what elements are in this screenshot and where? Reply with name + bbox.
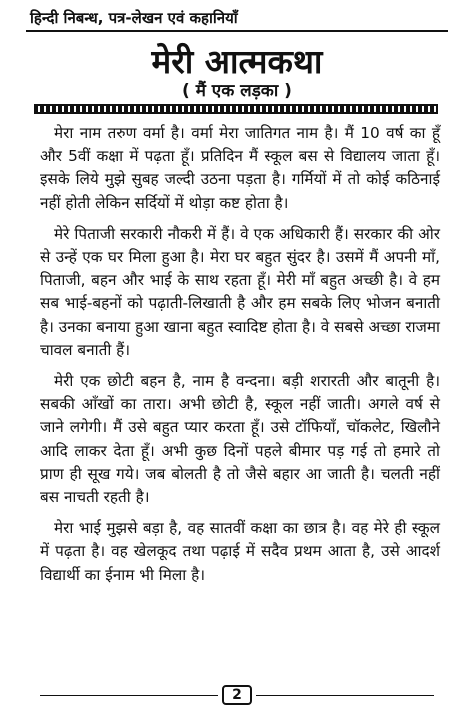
page-number: 2 xyxy=(222,685,252,705)
page-subtitle: ( मैं एक लड़का ) xyxy=(182,81,292,101)
article-body xyxy=(40,122,440,595)
page-title: मेरी आत्मकथा xyxy=(151,42,323,81)
footer-rule-right xyxy=(256,695,434,696)
header-rule xyxy=(26,30,448,32)
paragraph: मेरे पिताजी सरकारी नौकरी में हैं। वे एक अधिकारी हैं। सरकार की ओर से उन्हें एक घर मिला हुआ है। मेरा घर बहुत सुंदर है। उसमें मैं अपनी माँ, पिताजी, बहन और भाई के साथ रहता हूँ। मेरी माँ बहुत अच्छी है। वे हम सब भाई-बहनों को पढ़ाती-लिखाती है और हम सबके लिए भोजन बनाती है। उनका बनाया हुआ खाना बहुत स्वादिष्ट होता है। वे सबसे अच्छा राजमा चावल बनाती हैं। xyxy=(40,224,440,359)
decorative-border xyxy=(34,104,438,114)
paragraph: मेरा भाई मुझसे बड़ा है, वह सातवीं कक्षा का छात्र है। वह मेरे ही स्कूल में पढ़ता है। वह खेलकूद तथा पढ़ाई में सदैव प्रथम आता है, उसे आदर्श विद्यार्थी का ईनाम भी मिला है। xyxy=(40,519,440,584)
running-header: हिन्दी निबन्ध, पत्र-लेखन एवं कहानियाँ xyxy=(30,9,238,27)
paragraph: मेरी एक छोटी बहन है, नाम है वन्दना। बड़ी शरारती और बातूनी है। सबकी आँखों का तारा। अभी छोटी है, स्कूल नहीं जाती। अगले वर्ष से जाने लगेगी। मैं उसे बहुत प्यार करता हूँ। उसे टॉफियाँ, चॉकलेट, खिलौने आदि लाकर देता हूँ। अभी कुछ दिनों पहले बीमार पड़ गई तो हमारे तो प्राण ही सूख गये। जब बोलती है तो जैसे बहार आ जाती है। चलती नहीं बस नाचती रहती है। xyxy=(40,372,440,507)
footer-rule-left xyxy=(40,695,218,696)
paragraph: मेरा नाम तरुण वर्मा है। वर्मा मेरा जातिगत नाम है। मैं 10 वर्ष का हूँ और 5वीं कक्षा में पढ़ता हूँ। प्रतिदिन मैं स्कूल बस से विद्यालय जाता हूँ। इसके लिये मुझे सुबह जल्दी उठना पड़ता है। गर्मियों में तो कोई कठिनाई नहीं होती लेकिन सर्दियों में थोड़ा कष्ट होता है। xyxy=(40,124,440,212)
